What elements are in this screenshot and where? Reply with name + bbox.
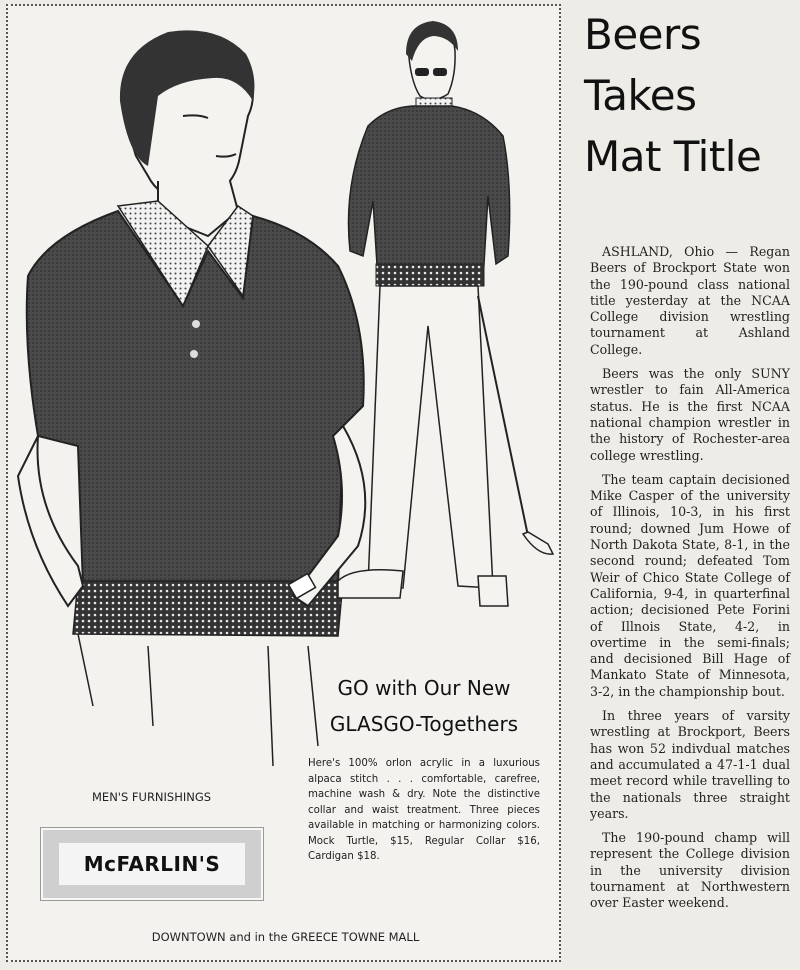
article-paragraph: The 190-pound champ will represent the College division in the university division tournament at Northwestern over Easter weekend. [590, 830, 790, 911]
ad-headline [304, 670, 544, 742]
store-locations: DOWNTOWN and in the GREECE TOWNE MALL [151, 930, 420, 944]
article-paragraph: Beers was the only SUNY wrestler to fain All-America status. He is the first NCAA national champion wrestler in the history of Rochester-area college wrestling. [590, 366, 790, 463]
article-title-line-1: Beers [584, 10, 702, 59]
article-title [584, 4, 761, 187]
ad-body-copy: Here's 100% orlon acrylic in a luxurious alpaca stitch . . . comfortable, carefree, machine wash & dry. Note the distinctive collar and waist treatment. Three pieces available in matching or harmonizing colors. Mock Turtle, $15, Regular Collar $16, Cardigan $18. [308, 758, 540, 862]
article-paragraph: ASHLAND, Ohio — Regan Beers of Brockport State won the 190-pound class national title yesterday at the NCAA College division wrestling tournament at Ashland College. [590, 244, 790, 357]
standing-figure [338, 21, 553, 606]
store-logo [41, 828, 263, 900]
store-name: McFARLIN'S [83, 852, 221, 876]
article-paragraph: In three years of varsity wrestling at Brockport, Beers has won 52 indivdual matches and accumulated a 47-1-1 dual meet record while travelling to the nationals three straight years. [590, 708, 790, 821]
store-logo-inner [59, 843, 245, 885]
ad-headline-line-2: GLASGO-Togethers [329, 712, 519, 736]
section-label: MEN'S FURNISHINGS [92, 790, 212, 804]
article-title-line-3: Mat Title [584, 132, 762, 181]
article-title-line-2: Takes [584, 71, 697, 120]
mcfarlins-advertisement [6, 4, 561, 962]
article-body [590, 244, 790, 920]
news-article [574, 0, 796, 970]
large-figure [18, 30, 365, 766]
article-paragraph: The team captain decisioned Mike Casper of the university of Illinois, 10-3, in his first round; downed Jum Howe of North Dakota State, 8-1, in the second round; defeated Tom Weir of Chico State College of California, 9-4, in quarterfinal action; decisioned Pete Forini of Illnois State, 4-2, in overtime in the semi-finals; and decisioned Bill Hage of Mankato State of Minnesota, 3-2, in the championship bout. [590, 471, 790, 699]
ad-headline-line-1: GO with Our New [337, 676, 511, 700]
